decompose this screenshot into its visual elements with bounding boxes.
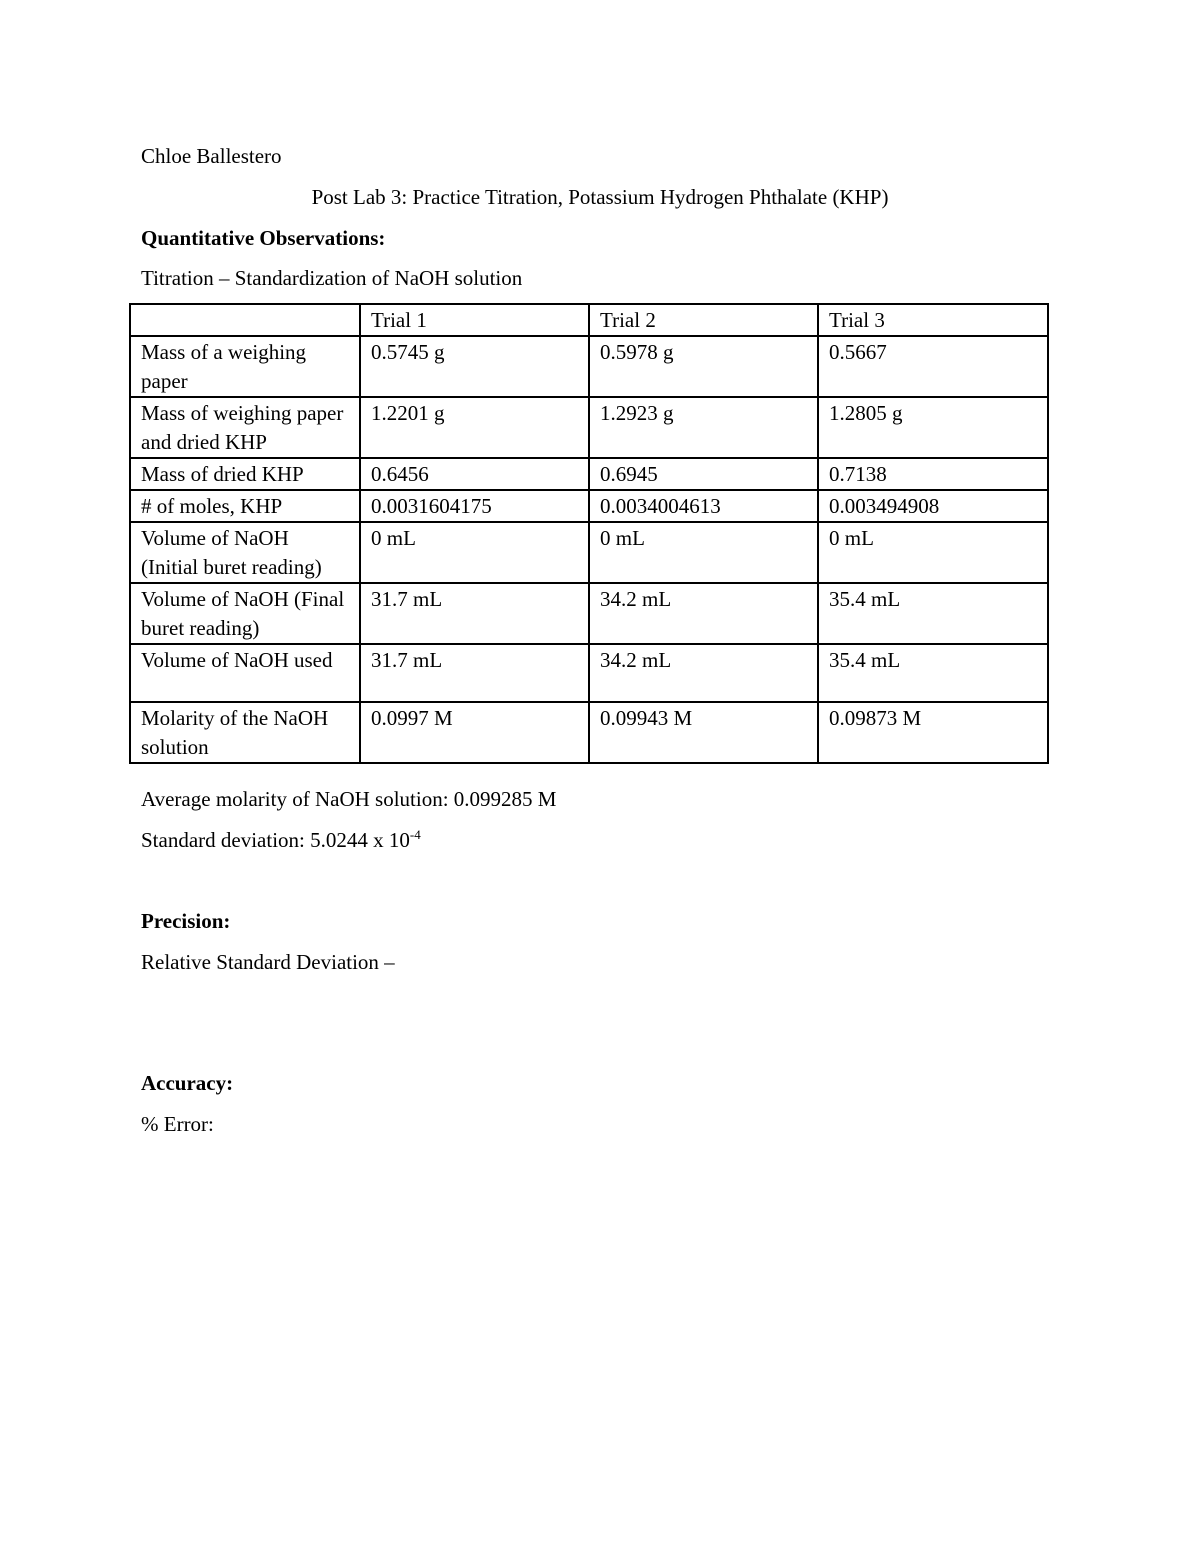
table-cell: 0.6456 bbox=[360, 458, 589, 490]
table-cell: 0.7138 bbox=[818, 458, 1048, 490]
header-cell-trial-1: Trial 1 bbox=[360, 304, 589, 336]
table-cell: 0.003494908 bbox=[818, 490, 1048, 522]
row-label: Volume of NaOH (Initial buret reading) bbox=[130, 522, 360, 583]
standard-deviation bbox=[141, 827, 421, 853]
header-cell-trial-2: Trial 2 bbox=[589, 304, 818, 336]
table-cell: 1.2923 g bbox=[589, 397, 818, 458]
table-cell: 1.2805 g bbox=[818, 397, 1048, 458]
table-cell: 0 mL bbox=[360, 522, 589, 583]
table-cell: 0.0997 M bbox=[360, 702, 589, 763]
table-cell: 35.4 mL bbox=[818, 583, 1048, 644]
table-header-row bbox=[130, 304, 1048, 336]
author-name: Chloe Ballestero bbox=[141, 144, 282, 168]
row-label: Molarity of the NaOH solution bbox=[130, 702, 360, 763]
table-cell: 0 mL bbox=[589, 522, 818, 583]
row-label: Mass of weighing paper and dried KHP bbox=[130, 397, 360, 458]
table-row bbox=[130, 336, 1048, 397]
table-cell: 0.0031604175 bbox=[360, 490, 589, 522]
table-row bbox=[130, 702, 1048, 763]
row-label: Volume of NaOH (Final buret reading) bbox=[130, 583, 360, 644]
table-row bbox=[130, 458, 1048, 490]
section-heading-precision: Precision: bbox=[141, 909, 231, 933]
row-label: Mass of dried KHP bbox=[130, 458, 360, 490]
table-cell: 1.2201 g bbox=[360, 397, 589, 458]
table-cell: 0.5745 g bbox=[360, 336, 589, 397]
table-cell: 31.7 mL bbox=[360, 583, 589, 644]
percent-error-label: % Error: bbox=[141, 1112, 214, 1136]
titration-table bbox=[129, 303, 1049, 764]
table-row bbox=[130, 522, 1048, 583]
table-cell: 31.7 mL bbox=[360, 644, 589, 702]
average-molarity: Average molarity of NaOH solution: 0.099285 M bbox=[141, 787, 557, 811]
std-dev-text: Standard deviation: 5.0244 x 10 bbox=[141, 828, 410, 852]
table-caption: Titration – Standardization of NaOH solution bbox=[141, 266, 523, 290]
table-cell: 0.09943 M bbox=[589, 702, 818, 763]
table-row bbox=[130, 490, 1048, 522]
table-row bbox=[130, 583, 1048, 644]
table-cell: 35.4 mL bbox=[818, 644, 1048, 702]
section-heading-quantitative: Quantitative Observations: bbox=[141, 226, 386, 250]
table-cell: 34.2 mL bbox=[589, 583, 818, 644]
row-label: Mass of a weighing paper bbox=[130, 336, 360, 397]
std-dev-exponent: -4 bbox=[409, 827, 421, 842]
table-cell: 0.5978 g bbox=[589, 336, 818, 397]
section-heading-accuracy: Accuracy: bbox=[141, 1071, 234, 1095]
row-label: # of moles, KHP bbox=[130, 490, 360, 522]
table-cell: 0 mL bbox=[818, 522, 1048, 583]
table-cell: 0.5667 bbox=[818, 336, 1048, 397]
header-cell-trial-3: Trial 3 bbox=[818, 304, 1048, 336]
table-cell: 0.09873 M bbox=[818, 702, 1048, 763]
table-cell: 0.0034004613 bbox=[589, 490, 818, 522]
table-row bbox=[130, 397, 1048, 458]
table-row bbox=[130, 644, 1048, 702]
row-label: Volume of NaOH used bbox=[130, 644, 360, 702]
header-cell-blank bbox=[130, 304, 360, 336]
document-title: Post Lab 3: Practice Titration, Potassium Hydrogen Phthalate (KHP) bbox=[311, 185, 889, 209]
table-cell: 34.2 mL bbox=[589, 644, 818, 702]
table-cell: 0.6945 bbox=[589, 458, 818, 490]
relative-std-dev-label: Relative Standard Deviation – bbox=[141, 950, 395, 974]
